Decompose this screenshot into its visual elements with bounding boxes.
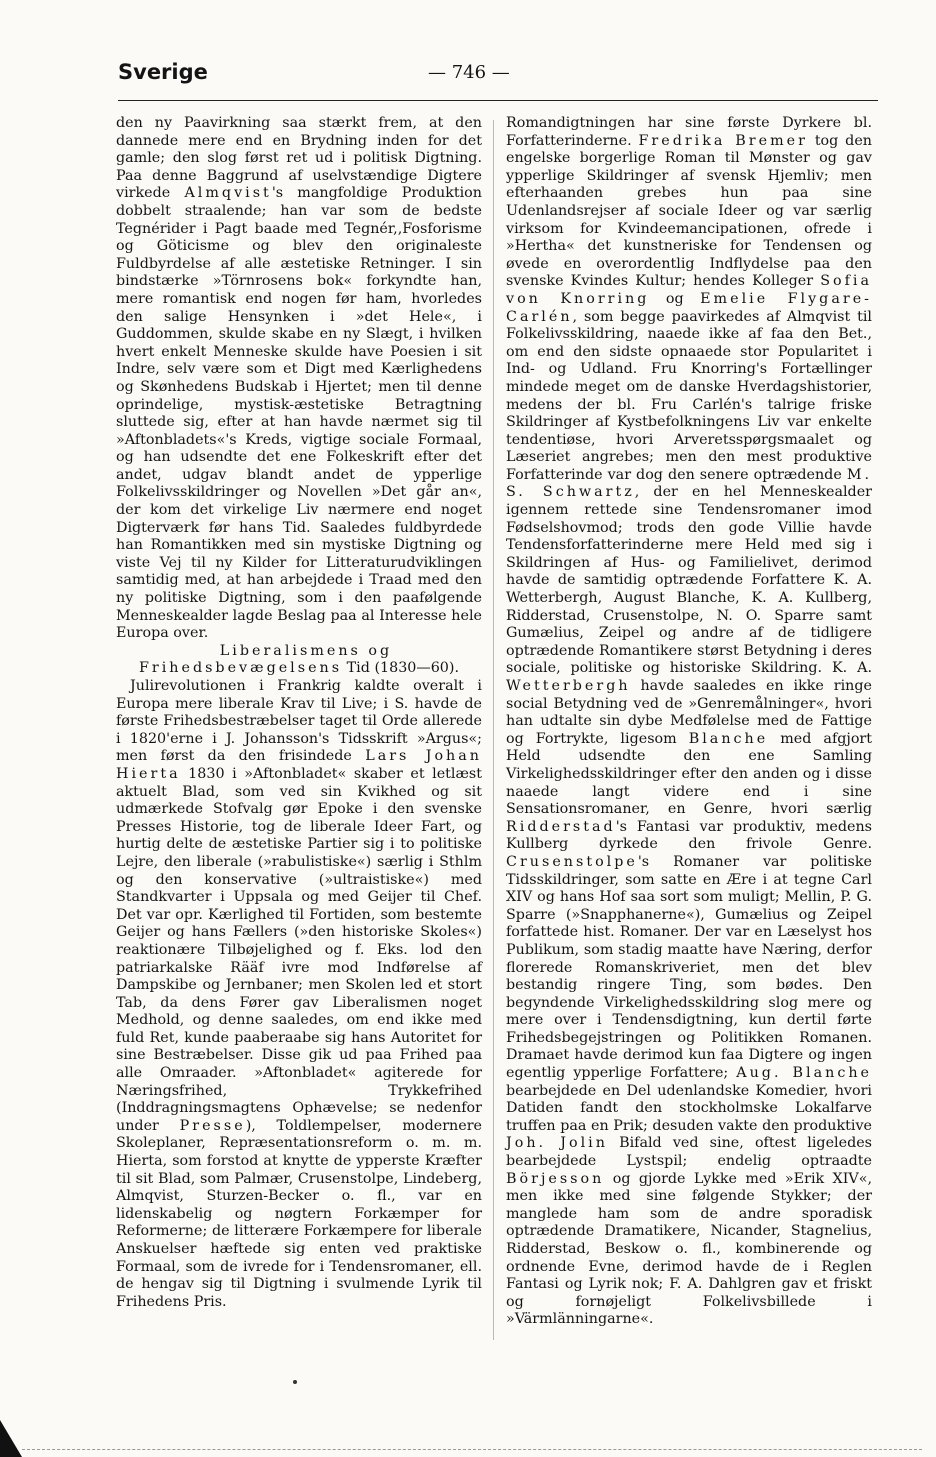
spaced-name: Ridderstad	[506, 818, 616, 835]
text-run: tog den engelske borgerlige Roman til Mønster og gav ypperlige Skildringer af svensk Hjemliv; men efterhaanden grebes hun paa sine Udenlandsrejser af sociale Ideer og var særlig virksom for Kvindeemancipationen, ofrede i »Hertha« det kunstneriske for Tendensen og øvede en overordentlig Indflydelse paa den svenske Kvindes Kultur; hendes Kolleger	[506, 132, 872, 290]
spaced-name: Lars Johan Hierta	[116, 748, 482, 782]
text-run: 's Romaner var politiske Tidsskildringer, som satte en Ære i at tegne Carl XIV og hans Hof saa sort som muligt; Mellin, P. G. Sparre (»Snapphanerne«), Gumælius og Zeipel forfattede hist. Romaner. Der var en Læselyst hos Publikum, som stadig maatte have Næring, derfor florerede Romanskriveriet, men det blev bestandig ringere Ting, som bødes. Den begyndende Virkelighedsskildring slog mere og mere over i Tendensdigtning, kun dertil førte Frihedsbegejstringen og Politikken Romanen. Dramaet havde derimod kun faa Digtere og ingen egentlig ypperlige Forfattere;	[506, 853, 872, 1082]
spaced-name: Fredrika Bremer	[638, 132, 808, 149]
text-run: Bifald ved sine, oftest ligeledes bearbejdede Lystspil; endelig optraadte	[506, 1135, 873, 1170]
text-run: med afgjort Held udsendte den ene Samling Virkelighedsskildringer efter den anden og i disse naaede langt videre end i sine Sensationsromaner, en Genre, hvori særlig	[506, 730, 873, 818]
paragraph	[116, 115, 482, 643]
heading-spaced: Liberalismens og Frihedsbevægelsens	[138, 642, 393, 677]
text-run: Romandigtningen har sine første Dyrkere bl. Forfatterinderne.	[506, 115, 872, 149]
text-run: , som begge paavirkedes af Almqvist til Folkelivsskildring, naaede ikke af faa den Bet., om end den sidste opnaaede stor Popularitet i Ind- og Udland. Fru Knorring's Fortællinger mindede meget om de danske Hverdagshistorier, medens der bl. Fru Carlén's talrige friske Skildringer af Kystbefolkningens Liv var enkelte tendentiøse, hvori Arveretsspørgsmaalet og Læseriet angrebes; men den mest produktive Forfatterinde var dog den senere optrædende	[506, 308, 872, 483]
text-run: havde saaledes en ikke ringe social Betydning ved de »Genremålninger«, hvori han udtalte sin dybe Medfølelse med de Fattige og Fortrykte, ligesom	[506, 678, 872, 747]
text-run: ), Toldlempelser, modernere Skoleplaner, Repræsentationsreform o. m. m. Hierta, som forstod at knytte de ypperste Kræfter til sit Blad, som Palmær, Crusenstolpe, Lindeberg, Almqvist, Sturzen-Becker o. fl., var en lidenskabelig og nøgtern Forkæmper for Reformerne; de litterære Forkæmpere for liberale Anskuelser hæftede sig enten ved praktiske Formaal, som de ivrede for i Tendensromaner, ell. de hengav sig til Digtning i svulmende Lyrik til Frihedens Pris.	[116, 1117, 482, 1310]
spaced-name: Almqvist	[184, 185, 272, 202]
text-run: den ny Paavirkning saa stærkt frem, at den dannede mere end en Brydning inden for det gamle; den slog først ret ud i politisk Digtning. Paa denne Baggrund af uselvstændige Digtere virkede	[116, 115, 482, 202]
left-column	[116, 115, 482, 1311]
spaced-name: Blanche	[688, 730, 769, 747]
text-run: , der en hel Menneskealder igennem rettede sine Tendensromaner imod Fødselshovmod; trods den gode Villie havde Tendensforfatterinderne mere Held med sig i Skildringen af Hus- og Familielivet, derimod havde de samtidig optrædende Forfattere K. A. Wetterbergh, August Blanche, K. A. Kullberg, Ridderstad, Crusenstolpe, N. O. Sparre samt Gumælius, Zeipel og andre af de tidligere optrædende Romantikere størst Betydning i deres sociale, politiske og historiske Skildring. K. A.	[506, 484, 872, 677]
paragraph	[116, 678, 482, 1311]
spaced-name: Emelie Flygare-Carlén	[506, 290, 872, 325]
ink-speck	[293, 1380, 297, 1384]
spaced-name: Aug. Blanche	[736, 1065, 872, 1082]
spaced-name: Crusenstolpe	[506, 853, 638, 870]
text-run: bearbejdede en Del udenlandske Komedier, hvori Datiden fandt den stockholmske Lokalfarve truffen paa en Prik; desuden vakte den produktive	[506, 1082, 872, 1134]
spaced-name: Wetterbergh	[506, 678, 631, 694]
text-run: 's mangfoldige Produktion dobbelt straalende; han var som de bedste Tegnérider i Pagt baade med Tegnér,,Fosforisme og Göticisme og blev den originaleste Fuldbyrdelse af alle æstetiske Retninger. I sin bindstærke »Törnrosens bok« forkyndte han, mere romantisk end nogen før ham, hvorledes den salige Hensynken i »det Hele«, i Guddommen, skulde skabe en ny Slægt, i hvilken hvert enkelt Menneske skulde have Poesien i sit Indre, selv være som et Digt med Kærlighedens og Skønhedens Budskab i Hjertet; men til denne oprindelige, mystisk-æstetiske Betragtning sluttede sig, efter at han havde nærmet sig til »Aftonbladets«'s Kreds, vigtige sociale Formaal, og han udsendte det ene Folkeskrift efter det andet, udgav blandt andet de ypperlige Folkelivsskildringer og Novellen »Det går an«, der kom det virkelige Liv nærmere end noget Digterværk før hans Tid. Saaledes fuldbyrdede han Romantikken med sin mystiske Digtning og viste Vej til ny Kilder for Litteraturudviklingen samtidig med, at han arbejdede i Traad med den ny politiske Digtning, som i den paafølgende Menneskealder lagde Beslag paa al Interesse hele Europa over.	[116, 185, 483, 642]
column-divider	[493, 120, 494, 1340]
heading-rest: Tid (1830—60).	[346, 660, 460, 677]
spaced-name: Presse	[179, 1117, 246, 1134]
text-run: og gjorde Lykke med »Erik XIV«, men ikke med sine følgende Stykker; der manglede ham som de andre sporadisk optrædende Dramatikere, Nicander, Stagnelius, Ridderstad, Beskow o. fl., kombinerende og ordnende Evne, derimod havde de i Reglen Fantasi og Lyrik nok; F. A. Dahlgren gav et friskt og fornøjeligt Folkelivsbillede i »Värmlänningarne«.	[506, 1170, 872, 1328]
spaced-name: M. S. Schwartz	[506, 466, 873, 501]
page-header	[118, 60, 878, 94]
page-number: — 746 —	[428, 62, 510, 83]
paragraph	[506, 115, 872, 1329]
page-corner-shadow	[0, 1420, 22, 1457]
page-bottom-edge	[22, 1449, 922, 1450]
spaced-name: Börjesson	[506, 1170, 605, 1187]
section-heading	[116, 643, 482, 678]
text-run: 's Fantasi var produktiv, medens Kullberg dyrkede den frivole Genre.	[506, 818, 872, 853]
text-run: Julirevolutionen i Frankrig kaldte overalt i Europa mere liberale Krav til Live; i S. havde de første Frihedsbestræbelser taget til Orde allerede i 1820'erne i J. Johansson's Tidsskrift »Argus«; men først da den frisindede	[116, 678, 482, 765]
running-title: Sverige	[118, 60, 208, 84]
text-run: og	[665, 290, 684, 307]
spaced-name: Sofia von Knorring	[506, 273, 873, 307]
right-column	[506, 115, 872, 1329]
spaced-name: Joh. Jolin	[506, 1135, 608, 1152]
header-rule	[118, 100, 878, 101]
text-run: 1830 i »Aftonbladet« skaber et letlæst aktuelt Blad, som ved sin Kvikhed og sit udmærkede Stofvalg gør Epoke i den svenske Presses Historie, tog de liberale Ideer Fart, og hurtig delte de æstetiske Partier sig i to politiske Lejre, den liberale (»rabulistiske«) særlig i Sthlm og den konservative (»ultraistiske«) med Standkvarter i Uppsala og med Geijer til Chef. Det var opr. Kærlighed til Fortiden, som bestemte Geijer og hans Fællers (»den historiske Skoles«) reaktionære Tilbøjelighed og f. Eks. lod den patriarkalske Rääf ivre mod Indførelse af Dampskibe og Jernbaner; men Skolen led et stort Tab, da dens Fører gav Liberalismen noget Medhold, og denne saaledes, om end ikke med fuld Ret, kunde paaberaabe sig hans Autoritet for sine Bestræbelser. Disse gik ud paa Frihed paa alle Omraader. »Aftonbladet« agiterede for Næringsfrihed, Trykkefrihed (Inddragningsmagtens Ophævelse; se nedenfor under	[116, 765, 482, 1134]
